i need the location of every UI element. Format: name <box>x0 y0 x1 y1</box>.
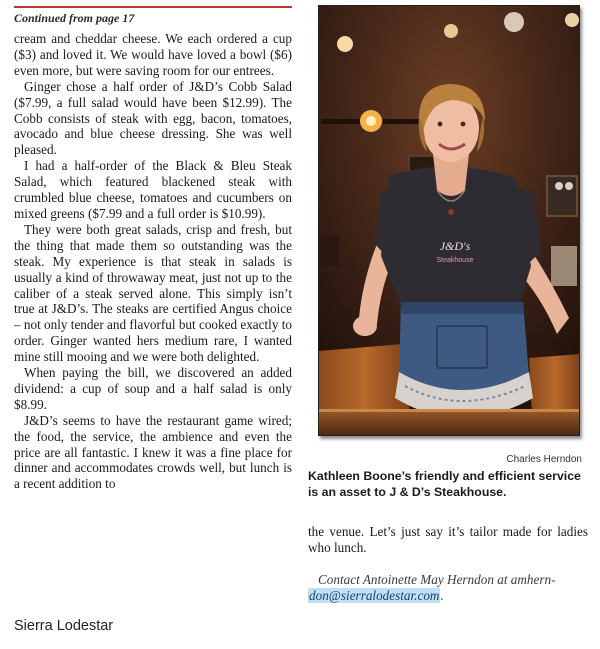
contact-suffix: . <box>440 587 444 603</box>
continued-from-label: Continued from page 17 <box>14 11 135 25</box>
article-paragraph: J&D’s seems to have the restaurant game wired; the food, the service, the ambience and even the price are all fantastic. I knew it was a fine place for dinner and accommodates crowds well, but lunch is a recent addition to <box>14 412 292 492</box>
photo-waitress <box>318 5 580 436</box>
contact-info <box>308 572 588 604</box>
photo-caption: Kathleen Boone’s friendly and efficient service is an asset to J & D’s Steakhouse. <box>308 469 581 499</box>
svg-text:J&D's: J&D's <box>439 239 471 253</box>
article-column-left <box>14 31 292 492</box>
article-paragraph: When paying the bill, we discovered an added dividend: a cup of soup and a half salad is only $8.99. <box>14 365 292 412</box>
svg-text:Steakhouse: Steakhouse <box>436 257 474 264</box>
article-paragraph: They were both great salads, crisp and fresh, but the thing that made them so outstanding was the steak. My experience is that steak in salads is usually a kind of throwaway meat, just not up to the caliber of a steak served alone. This simply isn’t true at J&D’s. The steaks are certified Angus choice – not only tender and flavorful but cooked exactly to order. Ginger wanted hers medium rare, I wanted mine still mooing and we were both delighted. <box>14 221 292 365</box>
article-column-right <box>308 524 588 556</box>
article-continuation: the venue. Let’s just say it’s tailor made for ladies who lunch. <box>308 524 588 555</box>
contact-email-link[interactable]: don@sierralodestar.com <box>309 587 440 603</box>
top-rule <box>14 6 292 8</box>
article-paragraph: cream and cheddar cheese. We each ordered a cup ($3) and loved it. We would have loved a bowl ($6) even more, but were saving room for our entrees. <box>14 31 292 78</box>
photo-credit: Charles Herndon <box>506 454 582 465</box>
publication-name: Sierra Lodestar <box>14 618 114 634</box>
article-paragraph: I had a half-order of the Black & Bleu Steak Salad, which featured blackened steak with crumbled blue cheese, tomatoes and cucumbers on mixed greens ($7.99 and a full order is $10.99). <box>14 158 292 221</box>
shirt-logo <box>437 239 474 264</box>
contact-prefix: Contact Antoinette May Herndon at amhern- <box>318 572 556 587</box>
article-paragraph: Ginger chose a half order of J&D’s Cobb Salad ($7.99, a full salad would have been $12.99). The Cobb consists of steak with egg, bacon, tomatoes, avocado and blue cheese dressing. She was well pleased. <box>14 78 292 158</box>
